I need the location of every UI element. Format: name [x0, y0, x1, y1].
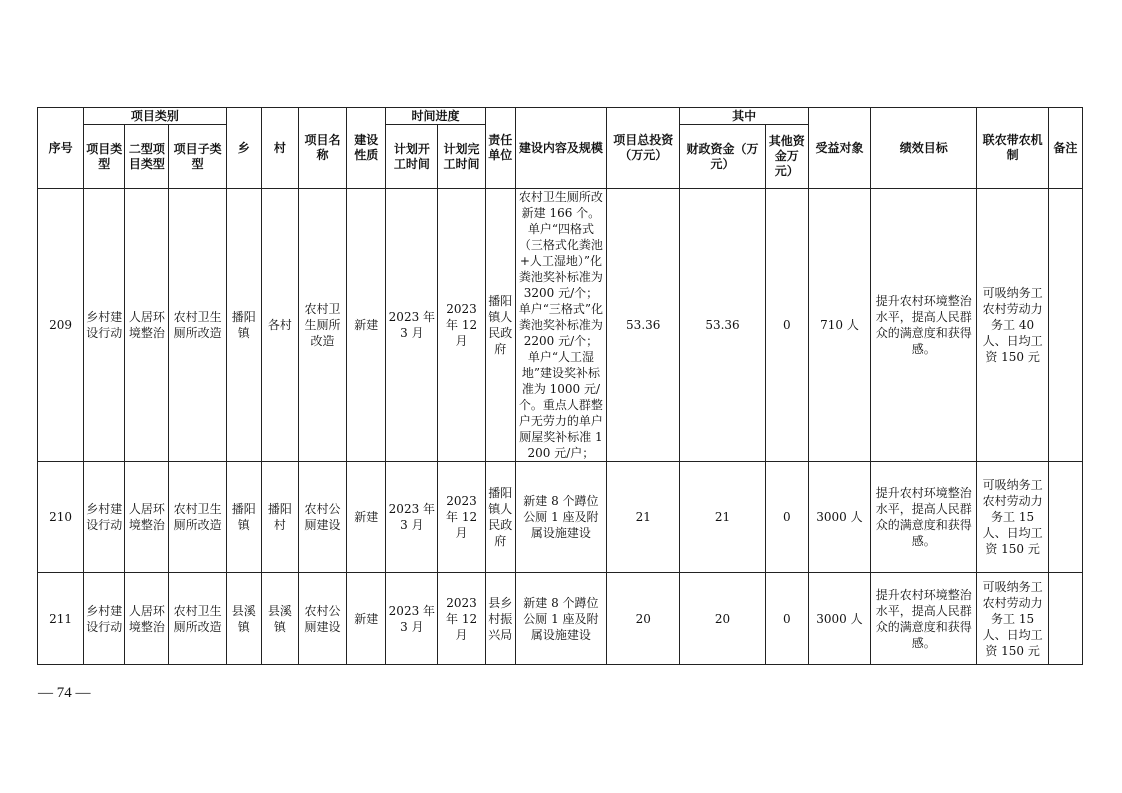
- header-plan-start: 计划开工时间: [386, 125, 438, 189]
- cell-total-invest: 53.36: [607, 189, 680, 462]
- header-project-name: 项目名称: [298, 108, 346, 189]
- cell-beneficiary: 3000 人: [808, 462, 870, 573]
- cell-beneficiary: 710 人: [808, 189, 870, 462]
- cell-content: 新建 8 个蹲位公厕 1 座及附属设施建设: [515, 573, 606, 665]
- header-village: 村: [261, 108, 298, 189]
- table-row: [38, 189, 1083, 462]
- project-table: [37, 107, 1083, 665]
- page-number: — 74 —: [38, 685, 91, 701]
- cell-nature: 新建: [347, 189, 386, 462]
- cell-project-name: 农村卫生厕所改造: [298, 189, 346, 462]
- cell-subtype: 农村卫生厕所改造: [169, 462, 226, 573]
- header-seq: 序号: [38, 108, 84, 189]
- cell-seq: 211: [38, 573, 84, 665]
- header-category-group: 项目类别: [84, 108, 227, 125]
- cell-nature: 新建: [347, 462, 386, 573]
- header-other-funds: 其他资金万元）: [765, 125, 808, 189]
- header-beneficiary: 受益对象: [808, 108, 870, 189]
- cell-fiscal: 21: [680, 462, 765, 573]
- cell-subtype: 农村卫生厕所改造: [169, 573, 226, 665]
- cell-plan-start: 2023 年 3 月: [386, 189, 438, 462]
- cell-other-funds: 0: [765, 462, 808, 573]
- cell-type: 乡村建设行动: [84, 189, 125, 462]
- table-row: [38, 462, 1083, 573]
- cell-plan-end: 2023 年 12 月: [438, 189, 485, 462]
- cell-beneficiary: 3000 人: [808, 573, 870, 665]
- cell-fiscal: 53.36: [680, 189, 765, 462]
- cell-goal: 提升农村环境整治水平，提高人民群众的满意度和获得感。: [871, 189, 977, 462]
- header-resp-unit: 责任单位: [485, 108, 515, 189]
- cell-type: 乡村建设行动: [84, 573, 125, 665]
- cell-village: 各村: [261, 189, 298, 462]
- header-nature: 建设性质: [347, 108, 386, 189]
- cell-content: 农村卫生厕所改新建 166 个。单户“四格式（三格式化粪池+人工湿地）”化粪池奖补标准为 3200 元/个；单户“三格式”化粪池奖补标准为 2200 元/个；单户“人工湿地”建设奖补标准为 1000 元/个。重点人群整户无劳力的单户厕屋奖补标准 1200 元/户；: [515, 189, 606, 462]
- cell-type: 乡村建设行动: [84, 462, 125, 573]
- cell-sub2: 人居环境整治: [125, 573, 169, 665]
- cell-plan-start: 2023 年 3 月: [386, 573, 438, 665]
- header-fiscal: 财政资金（万元）: [680, 125, 765, 189]
- header-mechanism: 联农带农机制: [977, 108, 1048, 189]
- cell-other-funds: 0: [765, 189, 808, 462]
- cell-seq: 209: [38, 189, 84, 462]
- cell-mechanism: 可吸纳务工农村劳动力务工 15 人、日均工资 150 元: [977, 462, 1048, 573]
- cell-goal: 提升农村环境整治水平，提高人民群众的满意度和获得感。: [871, 573, 977, 665]
- header-category-sub2: 二型项目类型: [125, 125, 169, 189]
- cell-plan-end: 2023 年 12 月: [438, 462, 485, 573]
- cell-other-funds: 0: [765, 573, 808, 665]
- cell-resp-unit: 县乡村振兴局: [485, 573, 515, 665]
- header-plan-end: 计划完工时间: [438, 125, 485, 189]
- header-township: 乡: [226, 108, 261, 189]
- cell-project-name: 农村公厕建设: [298, 573, 346, 665]
- cell-township: 播阳镇: [226, 462, 261, 573]
- cell-township: 县溪镇: [226, 573, 261, 665]
- cell-remarks: [1048, 189, 1082, 462]
- cell-project-name: 农村公厕建设: [298, 462, 346, 573]
- cell-sub2: 人居环境整治: [125, 189, 169, 462]
- cell-total-invest: 21: [607, 462, 680, 573]
- cell-village: 县溪镇: [261, 573, 298, 665]
- header-total-invest: 项目总投资（万元）: [607, 108, 680, 189]
- cell-subtype: 农村卫生厕所改造: [169, 189, 226, 462]
- cell-remarks: [1048, 573, 1082, 665]
- cell-seq: 210: [38, 462, 84, 573]
- cell-goal: 提升农村环境整治水平，提高人民群众的满意度和获得感。: [871, 462, 977, 573]
- cell-village: 播阳村: [261, 462, 298, 573]
- cell-mechanism: 可吸纳务工农村劳动力务工 15 人、日均工资 150 元: [977, 573, 1048, 665]
- cell-remarks: [1048, 462, 1082, 573]
- table-row: [38, 573, 1083, 665]
- cell-content: 新建 8 个蹲位公厕 1 座及附属设施建设: [515, 462, 606, 573]
- cell-resp-unit: 播阳镇人民政府: [485, 462, 515, 573]
- header-among-group: 其中: [680, 108, 808, 125]
- cell-resp-unit: 播阳镇人民政府: [485, 189, 515, 462]
- header-category-subtype: 项目子类型: [169, 125, 226, 189]
- cell-total-invest: 20: [607, 573, 680, 665]
- header-goal: 绩效目标: [871, 108, 977, 189]
- header-category-type: 项目类型: [84, 125, 125, 189]
- header-content: 建设内容及规模: [515, 108, 606, 189]
- cell-mechanism: 可吸纳务工农村劳动力务工 40 人、日均工资 150 元: [977, 189, 1048, 462]
- cell-sub2: 人居环境整治: [125, 462, 169, 573]
- cell-nature: 新建: [347, 573, 386, 665]
- cell-plan-start: 2023 年 3 月: [386, 462, 438, 573]
- header-time-group: 时间进度: [386, 108, 485, 125]
- cell-plan-end: 2023 年 12 月: [438, 573, 485, 665]
- cell-township: 播阳镇: [226, 189, 261, 462]
- header-remarks: 备注: [1048, 108, 1082, 189]
- cell-fiscal: 20: [680, 573, 765, 665]
